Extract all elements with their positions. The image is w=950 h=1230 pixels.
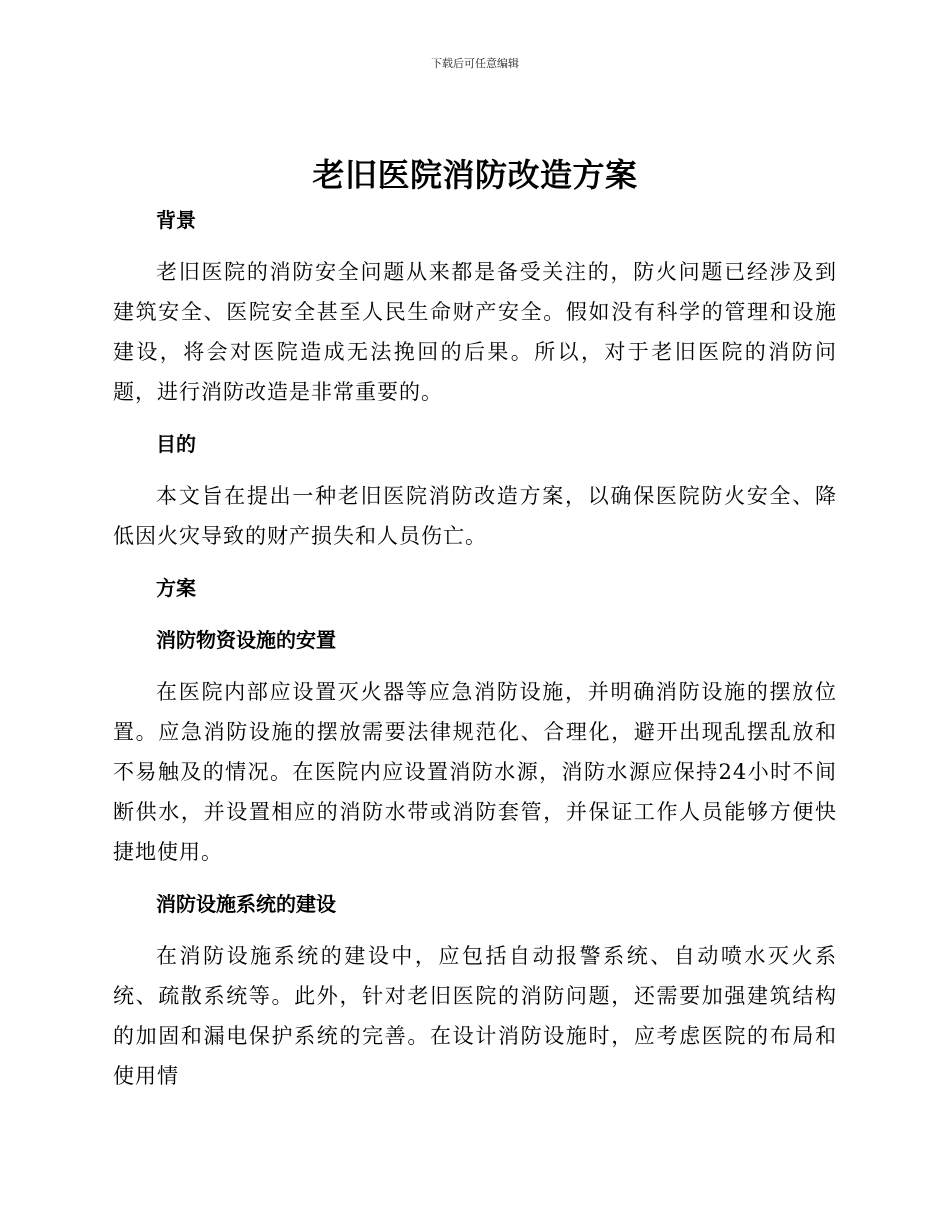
paragraph-background: 老旧医院的消防安全问题从来都是备受关注的，防火问题已经涉及到建筑安全、医院安全甚至人民生命财产安全。假如没有科学的管理和设施建设，将会对医院造成无法挽回的后果。所以，对于老旧医院的消防问题，进行消防改造是非常重要的。 — [113, 260, 837, 404]
paragraph-supplies: 在医院内部应设置灭火器等应急消防设施，并明确消防设施的摆放位置。应急消防设施的摆放需要法律规范化、合理化，避开出现乱摆乱放和不易触及的情况。在医院内应设置消防水源，消防水源应保持24小时不间断供水，并设置相应的消防水带或消防套管，并保证工作人员能够方便快捷地使用。 — [113, 680, 837, 864]
section-heading-background: 背景 — [156, 208, 196, 232]
document-body — [113, 200, 837, 1108]
document-title: 老旧医院消防改造方案 — [312, 156, 638, 194]
paragraph-system: 在消防设施系统的建设中，应包括自动报警系统、自动喷水灭火系统、疏散系统等。此外，针对老旧医院的消防问题，还需要加强建筑结构的加固和漏电保护系统的完善。在设计消防设施时，应考虑医院的布局和使用情 — [113, 944, 837, 1088]
subsection-heading-system: 消防设施系统的建设 — [156, 892, 336, 916]
paragraph-purpose: 本文旨在提出一种老旧医院消防改造方案，以确保医院防火安全、降低因火灾导致的财产损失和人员伤亡。 — [113, 484, 837, 548]
page-header: 下载后可任意编辑 — [431, 57, 519, 70]
subsection-heading-supplies: 消防物资设施的安置 — [156, 628, 336, 652]
section-heading-plan: 方案 — [156, 576, 196, 600]
section-heading-purpose: 目的 — [156, 432, 196, 456]
